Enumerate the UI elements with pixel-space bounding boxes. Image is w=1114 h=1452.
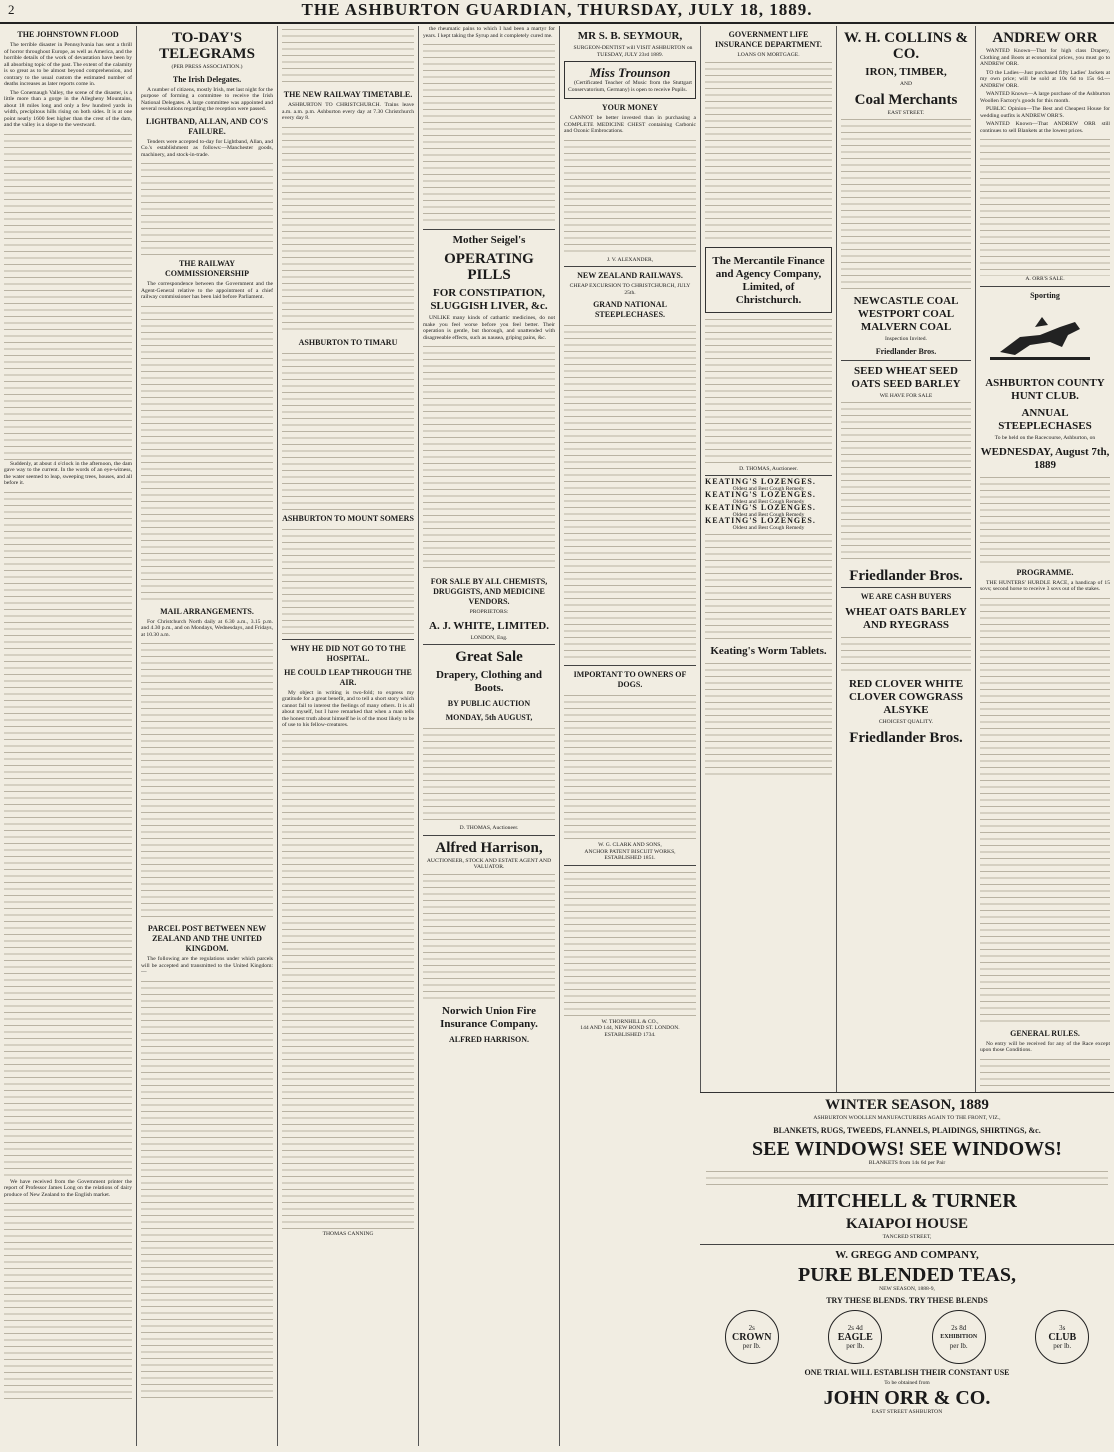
ad-text: LONDON, Eng.	[470, 634, 508, 641]
ad-subheading: AND	[899, 81, 913, 87]
ad-text: ONE TRIAL WILL ESTABLISH THEIR CONSTANT USE	[804, 1368, 1010, 1377]
ad-subheading: CHOICEST QUALITY.	[878, 719, 934, 725]
ad-text: EAST STREET ASHBURTON	[871, 1408, 943, 1415]
ad-text: SURGEON-DENTIST will VISIT ASHBURTON on TUESDAY, JULY 23rd 1889.	[573, 45, 693, 58]
card-box	[564, 61, 696, 99]
text-block	[705, 660, 832, 780]
tea-blend-badge	[725, 1310, 779, 1364]
text-block	[564, 692, 696, 842]
article-heading: MAIL ARRANGEMENTS.	[160, 606, 254, 616]
ad-subheading: FOR CONSTIPATION, SLUGGISH LIVER, &c.	[430, 287, 548, 312]
article-paragraph: Suddenly, at about 4 o'clock in the afternoon, the dam gave way to the current. In the words of an eye-witness, the water seemed to leap, sweeping trees, houses, and all before it.	[4, 460, 132, 486]
divider	[705, 475, 832, 476]
ad-text: PROPRIETORS:	[469, 609, 509, 615]
ad-heading: Norwich Union Fire Insurance Company.	[440, 1004, 538, 1030]
section-heading: TO-DAY'S TELEGRAMS	[159, 30, 255, 62]
ad-heading: MITCHELL & TURNER	[797, 1190, 1017, 1212]
ad-subheading: CHEAP EXCURSION TO CHRISTCHURCH, JULY 25th.	[569, 283, 691, 296]
divider	[841, 587, 971, 588]
ad-text: ESTABLISHED 1734.	[604, 1031, 656, 1038]
article-heading: THE RAILWAY COMMISSIONERSHIP	[164, 259, 249, 278]
ad-subheading: WE HAVE FOR SALE	[879, 392, 933, 399]
ad-subheading: Oldest and Best Cough Remedy	[732, 498, 805, 505]
ad-heading: Mother Seigel's	[452, 234, 526, 246]
ad-text: ANCHOR PATENT BISCUIT WORKS,	[584, 848, 676, 855]
ad-heading: SEED WHEAT SEED OATS SEED BARLEY	[851, 364, 961, 390]
tea-blend-badge	[932, 1310, 986, 1364]
article-paragraph: The terrible disaster in Pennsylvania has sent a thrill of horror throughout Europe, as well as America, and the horrible details of the work of devastation have been by all absorbing topic of the past. The extent of the calamity is so great as to be almost beyond comprehension, and contrary to the usual custom the estimated number of deaths increases as later reports come in.	[4, 42, 132, 87]
ad-signature: Friedlander Bros.	[849, 568, 963, 584]
divider	[282, 639, 414, 640]
ad-heading: WE ARE CASH BUYERS	[860, 592, 952, 601]
article-heading: ASHBURTON TO TIMARU	[298, 337, 398, 347]
ad-heading: WEDNESDAY, August 7th, 1889	[980, 445, 1110, 471]
article-paragraph: The following are the regulations under which parcels will be accepted and transmitted to the United Kingdom:—	[141, 956, 273, 975]
ad-heading: NEW ZEALAND RAILWAYS.	[577, 271, 683, 280]
tea-unit: per lb.	[949, 1341, 968, 1350]
ad-heading: GRAND NATIONAL STEEPLECHASES.	[593, 300, 667, 319]
column-rule	[418, 26, 419, 1446]
column-rule	[136, 26, 137, 1446]
article-heading: THE JOHNSTOWN FLOOD	[17, 30, 119, 39]
tea-name: CLUB	[1048, 1331, 1077, 1343]
text-block	[841, 399, 971, 564]
text-block	[141, 303, 273, 603]
ad-subheading: Oldest and Best Cough Remedy	[732, 511, 805, 518]
divider	[700, 1244, 1114, 1245]
ad-heading: KEATING'S LOZENGES.	[705, 503, 816, 512]
article-heading: PARCEL POST BETWEEN NEW ZEALAND AND THE UNITED KINGDOM.	[147, 924, 267, 953]
ad-heading: RED CLOVER WHITE CLOVER COWGRASS ALSYKE	[848, 678, 964, 716]
divider	[841, 360, 971, 361]
ad-heading: PROGRAMME.	[1016, 567, 1074, 577]
ad-text: WANTED Known—That for high class Drapery, Clothing and Boots at economical prices, you must go to ANDREW ORR.	[980, 48, 1110, 67]
ad-heading: W. GREGG AND COMPANY,	[835, 1248, 979, 1261]
ad-heading: A. J. WHITE, LIMITED.	[429, 619, 549, 632]
text-block	[4, 489, 132, 1179]
article-paragraph: A number of citizens, mostly Irish, met last night for the purpose of forming a committee to receive the Irish National Delegates. A large committee was appointed and several resolutions regarding the reception were passed.	[141, 86, 273, 112]
ad-text: No entry will be received for any of the Race except upon those Conditions.	[980, 1040, 1110, 1053]
text-block	[4, 1200, 132, 1400]
ad-heading: Keating's Worm Tablets.	[710, 645, 827, 657]
masthead-title: THE ASHBURTON GUARDIAN, THURSDAY, JULY 18, 1889.	[301, 0, 813, 19]
timetable-block	[282, 526, 414, 636]
ad-heading: ANNUAL STEEPLECHASES	[998, 407, 1092, 432]
tea-unit: per lb.	[742, 1341, 761, 1350]
tea-price: 3s	[1059, 1323, 1066, 1332]
text-block	[141, 978, 273, 1398]
text-block	[980, 595, 1110, 1025]
ad-signature: W. G. CLARK AND SONS,	[598, 842, 662, 848]
ad-heading: Coal Merchants	[854, 91, 958, 108]
column-johnstown	[4, 26, 132, 1446]
text-block	[423, 725, 555, 825]
tea-blend-badge	[1035, 1310, 1089, 1364]
column-railway	[282, 26, 414, 1446]
ad-subheading: Oldest and Best Cough Remedy	[732, 524, 805, 531]
ad-text: UNLIKE many kinds of cathartic medicines, do not make you feel worse before you feel better. Their operation is gentle, but thorough, and unattended with disagreeable effects, such as nausea, griping pains, &c.	[423, 315, 555, 341]
text-block	[282, 26, 414, 86]
article-paragraph: For Christchurch North daily at 6.30 a.m., 3.15 p.m. and 4.30 p.m., and on Mondays, Wednesdays, and Fridays, at 10.30 a.m.	[141, 618, 273, 638]
text-block	[141, 640, 273, 920]
ad-heading: The Mercantile Finance and Agency Company, Limited, of Christchurch.	[712, 254, 825, 306]
text-block	[564, 322, 696, 662]
tea-unit: per lb.	[846, 1341, 865, 1350]
section-heading: Sporting	[1030, 290, 1060, 300]
article-heading: ASHBURTON TO MOUNT SOMERS	[282, 513, 414, 523]
ad-heading: Alfred Harrison,	[435, 839, 543, 856]
winter-season-ad	[700, 1092, 1114, 1449]
section-subheading: (PER PRESS ASSOCIATION.)	[171, 64, 243, 70]
ad-heading: SEE WINDOWS! SEE WINDOWS!	[752, 1137, 1062, 1160]
ad-subheading: Oldest and Best Cough Remedy	[732, 485, 805, 492]
ad-subheading: IRON, TIMBER,	[865, 66, 947, 78]
ad-subheading: AUCTIONEER, STOCK AND ESTATE AGENT AND VALUATOR.	[426, 857, 552, 870]
text-block	[705, 316, 832, 466]
tea-price: 2s 4d	[847, 1323, 863, 1332]
text-block	[423, 343, 555, 573]
text-block	[705, 531, 832, 641]
divider	[423, 644, 555, 645]
ad-text: ESTABLISHED 1851.	[604, 855, 656, 861]
ad-heading: Drapery, Clothing and Boots.	[435, 669, 543, 694]
tea-price: 2s	[748, 1323, 755, 1332]
ad-heading: IMPORTANT TO OWNERS OF DOGS.	[573, 670, 687, 689]
text-block	[564, 869, 696, 1019]
ad-heading: ANDREW ORR	[992, 30, 1098, 46]
text-block	[141, 160, 273, 255]
ad-text: PUBLIC Opinion—The Best and Cheapest House for wedding outfits is ANDREW ORR'S.	[980, 106, 1110, 119]
ad-heading: Miss Trounson	[589, 65, 671, 80]
text-block	[705, 59, 832, 244]
ad-heading: KEATING'S LOZENGES.	[705, 490, 816, 499]
ad-heading: Great Sale	[455, 649, 523, 665]
ad-text: TRY THESE BLENDS. TRY THESE BLENDS	[826, 1296, 988, 1305]
column-seymour	[564, 26, 696, 1446]
ad-signature: Friedlander Bros.	[849, 729, 963, 746]
column-telegrams	[141, 26, 273, 1446]
ad-heading: OPERATING PILLS	[444, 251, 534, 283]
text-block	[423, 41, 555, 226]
text-block	[282, 731, 414, 1231]
ad-heading: JOHN ORR & CO.	[823, 1386, 991, 1409]
ad-signature: Friedlander Bros.	[875, 346, 937, 356]
ad-subheading: To be held on the Racecourse, Ashburton, on	[994, 435, 1096, 441]
horse-jumping-icon	[980, 307, 1100, 367]
text-block	[564, 137, 696, 257]
ad-heading: KEATING'S LOZENGES.	[705, 477, 816, 486]
ad-subheading: LOANS ON MORTGAGE.	[737, 52, 800, 58]
ad-heading: W. H. COLLINS & CO.	[843, 30, 969, 62]
text-block	[706, 1168, 1108, 1188]
text-block	[980, 136, 1110, 276]
ad-text: CANNOT be better invested than in purchasing a COMPLETE MEDICINE CHEST containing Carbonic and Ozonic Embrocations.	[564, 115, 696, 134]
ad-text: WANTED Known—That ANDREW ORR still continues to sell Blankets at the lowest prices.	[980, 121, 1110, 134]
ad-text: EAST STREET.	[887, 109, 925, 116]
column-seigel	[423, 26, 555, 1446]
divider	[564, 266, 696, 267]
ad-text: To be obtained from	[884, 1380, 930, 1386]
ad-heading: MR S. B. SEYMOUR,	[577, 30, 683, 42]
article-paragraph: My object in writing is two-fold; to express my gratitude for a great benefit, and to tell a short story which cannot fail to interest the feelings of many others. It is all about myself, but I have remarked that when a man tells the honest truth about himself he is of the most likely to be of use to his fellow-creatures.	[282, 689, 414, 728]
ad-text: 144 AND 144, NEW BOND ST. LONDON.	[580, 1025, 680, 1031]
divider	[980, 286, 1110, 287]
tea-unit: per lb.	[1053, 1341, 1072, 1350]
ad-heading: BY PUBLIC AUCTION	[447, 699, 531, 708]
ad-subheading: TANCRED STREET,	[882, 1234, 932, 1240]
masthead	[0, 0, 1114, 24]
article-heading: LIGHTBAND, ALLAN, AND CO'S FAILURE.	[145, 116, 269, 136]
ad-heading: GOVERNMENT LIFE INSURANCE DEPARTMENT.	[715, 30, 822, 49]
ad-heading: WINTER SEASON, 1889	[825, 1097, 989, 1113]
ad-signature: W. THORNHILL & CO.,	[601, 1018, 659, 1025]
ad-heading: YOUR MONEY	[601, 103, 659, 112]
article-heading: The Irish Delegates.	[172, 74, 242, 84]
text-block	[4, 131, 132, 461]
text-block	[980, 474, 1110, 564]
ad-heading: FOR SALE BY ALL CHEMISTS, DRUGGISTS, AND MEDICINE VENDORS.	[430, 577, 548, 606]
timetable-block	[282, 124, 414, 334]
text-block	[423, 871, 555, 1001]
ad-signature: J. V. ALEXANDER,	[606, 256, 654, 263]
ad-signature: ALFRED HARRISON.	[448, 1034, 529, 1044]
tea-name: CROWN	[732, 1331, 772, 1343]
ad-text: BLANKETS from 14s 6d per Pair	[868, 1159, 946, 1166]
ad-signature: A. ORR'S SALE.	[1025, 276, 1065, 282]
divider	[423, 229, 555, 230]
tea-blend-badge	[828, 1310, 882, 1364]
ad-subheading: ASHBURTON WOOLLEN MANUFACTURERS AGAIN TO THE FRONT, VIZ.,	[813, 1115, 1001, 1121]
article-heading: THE NEW RAILWAY TIMETABLE.	[283, 90, 413, 99]
divider	[423, 835, 555, 836]
article-heading: WHY HE DID NOT GO TO THE HOSPITAL.	[290, 643, 406, 663]
ad-text: THE HUNTERS' HURDLE RACE, a handicap of 15 sovs; second horse to receive 3 sovs out of the stakes.	[980, 579, 1110, 592]
signature: THOMAS CANNING	[322, 1230, 374, 1237]
ad-signature: D. THOMAS, Auctioneer.	[739, 465, 798, 472]
ad-heading: GENERAL RULES.	[1010, 1028, 1080, 1038]
ad-heading: ASHBURTON COUNTY HUNT CLUB.	[985, 377, 1105, 402]
ad-text: WANTED Known—A large purchase of the Ashburton Woollen Factory's goods for this month.	[980, 91, 1110, 104]
ad-heading: PURE BLENDED TEAS,	[797, 1263, 1017, 1286]
ad-text: (Certificated Teacher of Music from the Stuttgart Conservatorium, Germany) is open to receive Pupils.	[568, 80, 692, 93]
ad-text: Inspection Invited.	[885, 336, 927, 342]
article-paragraph: Tenders were accepted to-day for Lightband, Allan, and Co.'s establishment as follows:—Manchester goods, machinery, and stock-in-trade.	[141, 138, 273, 158]
ad-heading: MONDAY, 5th AUGUST,	[445, 713, 533, 722]
ad-text: BLANKETS, RUGS, TWEEDS, FLANNELS, PLAIDINGS, SHIRTINGS, &c.	[773, 1125, 1041, 1135]
article-paragraph: The Conemaugh Valley, the scene of the disaster, is a little more than a gorge in the Allegheny Mountains, about 18 miles long and only a few hundred yards in width, precipitous hills rising on both sides. It is at one point nearly 1600 feet higher than the crest of the dam, and the valley is a slope to the westward.	[4, 89, 132, 128]
divider	[564, 865, 696, 866]
divider	[564, 665, 696, 666]
tea-blends	[700, 1310, 1114, 1364]
page-number: 2	[8, 2, 15, 17]
tea-price: 2s 8d	[951, 1323, 967, 1332]
ad-box	[705, 247, 832, 313]
ad-text: TO the Ladies—Just purchased fifty Ladies' Jackets at my own price; will be sold at 10s 6d to 15s 6d.—ANDREW ORR.	[980, 69, 1110, 89]
column-rule	[277, 26, 278, 1446]
text-block	[841, 634, 971, 674]
article-paragraph: We have received from the Government printer the report of Professor James Long on the relations of dairy produce of New Zealand to the English market.	[4, 1178, 132, 1198]
tea-name: EXHIBITION	[940, 1333, 978, 1340]
ad-heading: NEWCASTLE COAL WESTPORT COAL MALVERN COAL	[853, 295, 959, 333]
ad-subheading: NEW SEASON, 1888-9,	[879, 1285, 935, 1292]
ad-heading: WHEAT OATS BARLEY AND RYEGRASS	[845, 606, 967, 631]
timetable-text: ASHBURTON TO CHRISTCHURCH. Trains leave a.m. a.m. p.m. Ashburton every day at 7.30 Christchurch every day 8.	[282, 102, 414, 121]
timetable-block	[282, 350, 414, 510]
article-paragraph: The correspondence between the Government and the Agent-General relative to the appointment of a chief railway commissioner has been laid before Parliament.	[141, 281, 273, 300]
text-block	[841, 116, 971, 291]
ad-heading: KEATING'S LOZENGES.	[705, 516, 816, 525]
column-rule	[559, 26, 560, 1446]
tea-name: EAGLE	[837, 1331, 873, 1343]
article-subheading: HE COULD LEAP THROUGH THE AIR.	[284, 667, 412, 687]
article-paragraph: the rheumatic pains to which I had been a martyr for years. I kept taking the Syrup and it completely cured me.	[423, 26, 555, 39]
ad-heading: KAIAPOI HOUSE	[845, 1216, 969, 1232]
ad-signature: D. THOMAS, Auctioneer.	[459, 825, 519, 831]
